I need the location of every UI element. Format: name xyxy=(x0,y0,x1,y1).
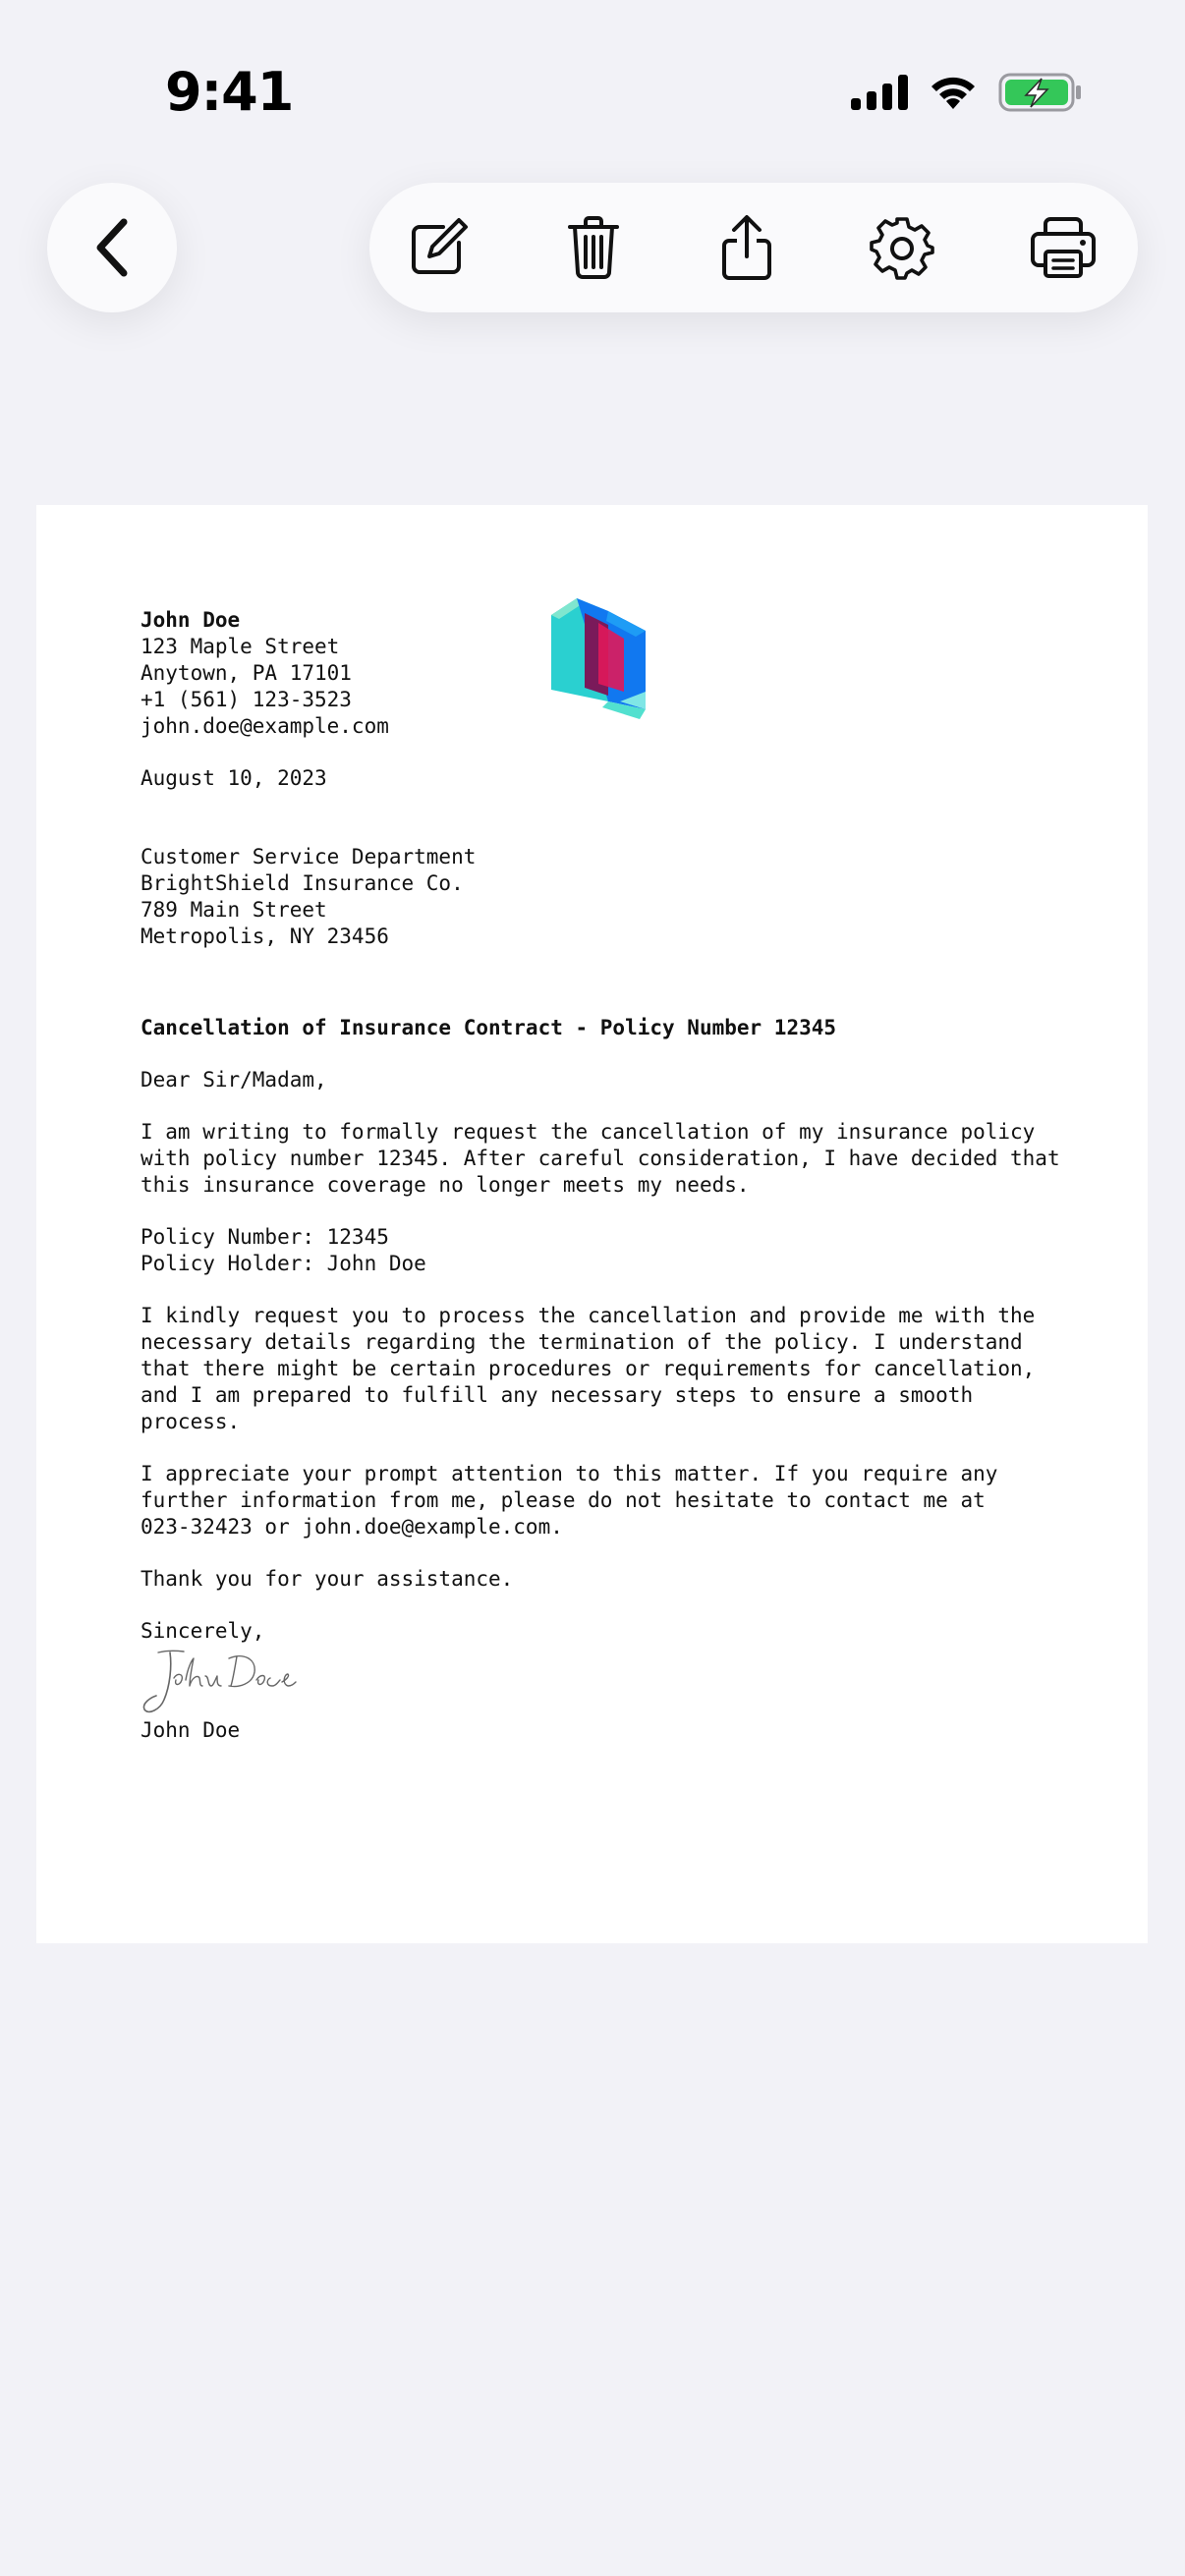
paragraph-2-line: process. xyxy=(141,1410,241,1433)
recipient-company: BrightShield Insurance Co. xyxy=(141,871,464,895)
share-button[interactable] xyxy=(707,208,786,287)
document-page xyxy=(36,505,1148,1943)
paragraph-2-line: I kindly request you to process the cancellation and provide me with the xyxy=(141,1304,1036,1327)
policy-number: Policy Number: 12345 xyxy=(141,1225,389,1249)
recipient-street: 789 Main Street xyxy=(141,898,327,922)
share-icon xyxy=(719,213,774,282)
handwritten-signature xyxy=(141,1647,298,1717)
policy-holder: Policy Holder: John Doe xyxy=(141,1252,426,1275)
paragraph-1-line: this insurance coverage no longer meets my needs. xyxy=(141,1173,750,1197)
letter-date: August 10, 2023 xyxy=(141,766,327,790)
paragraph-3-line: further information from me, please do not hesitate to contact me at xyxy=(141,1488,986,1512)
document-toolbar xyxy=(369,183,1138,312)
status-icons xyxy=(851,73,1081,112)
edit-button[interactable] xyxy=(399,208,478,287)
sender-street: 123 Maple Street xyxy=(141,635,340,658)
delete-button[interactable] xyxy=(554,208,633,287)
paragraph-1-line: with policy number 12345. After careful consideration, I have decided that xyxy=(141,1147,1060,1170)
printer-icon xyxy=(1030,216,1097,279)
settings-button[interactable] xyxy=(863,208,941,287)
edit-icon xyxy=(408,217,469,278)
cellular-signal-icon xyxy=(851,75,908,110)
sender-phone: +1 (561) 123-3523 xyxy=(141,688,352,711)
letter-thanks: Thank you for your assistance. xyxy=(141,1567,514,1591)
status-bar xyxy=(0,0,1185,157)
letter-salutation: Dear Sir/Madam, xyxy=(141,1068,327,1092)
paragraph-3-line: 023-32423 or john.doe@example.com. xyxy=(141,1515,563,1539)
wifi-icon xyxy=(928,74,979,111)
status-time: 9:41 xyxy=(165,61,294,123)
letter-subject: Cancellation of Insurance Contract - Policy Number 12345 xyxy=(141,1016,837,1039)
battery-charging-icon xyxy=(998,73,1081,112)
letter-body xyxy=(141,607,1084,1744)
paragraph-2-line: and I am prepared to fulfill any necessary steps to ensure a smooth xyxy=(141,1383,974,1407)
sender-city: Anytown, PA 17101 xyxy=(141,661,352,685)
paragraph-2-line: that there might be certain procedures or requirements for cancellation, xyxy=(141,1357,1036,1380)
chevron-left-icon xyxy=(90,216,134,279)
trash-icon xyxy=(566,215,621,280)
recipient-city: Metropolis, NY 23456 xyxy=(141,924,389,948)
paragraph-2-line: necessary details regarding the termination of the policy. I understand xyxy=(141,1330,1023,1354)
back-button[interactable] xyxy=(47,183,177,312)
sender-email: john.doe@example.com xyxy=(141,714,389,738)
signed-name: John Doe xyxy=(141,1718,241,1742)
recipient-department: Customer Service Department xyxy=(141,845,477,868)
paragraph-1-line: I am writing to formally request the cancellation of my insurance policy xyxy=(141,1120,1036,1144)
letter-closing: Sincerely, xyxy=(141,1619,265,1643)
paragraph-3-line: I appreciate your prompt attention to this matter. If you require any xyxy=(141,1462,998,1485)
sender-name: John Doe xyxy=(141,608,241,632)
gear-icon xyxy=(870,215,934,280)
print-button[interactable] xyxy=(1024,208,1102,287)
